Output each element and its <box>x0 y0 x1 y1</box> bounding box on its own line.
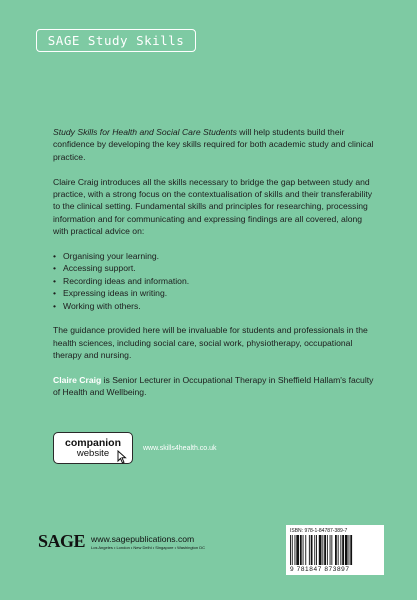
series-label: SAGE Study Skills <box>47 33 185 48</box>
publisher-cities: Los Angeles • London • New Delhi • Singapore • Washington DC <box>91 544 205 550</box>
companion-line2: website <box>76 447 110 459</box>
list-item: • Working with others. <box>53 300 375 312</box>
sage-wordmark: SAGE <box>38 531 86 551</box>
barcode-image <box>290 535 380 566</box>
description-paragraph: Claire Craig introduces all the skills necessary to bridge the gap between study and practice, with a strong focus on the contextualisation of skills and their transferability to the clinical setting. Fundamental skills and principles for researching, processing information and for communicating and expressing findings are all covered, along with practical advice on: <box>53 176 373 237</box>
list-item: • Organising your learning. <box>53 250 375 262</box>
barcode-panel <box>286 525 384 575</box>
series-badge <box>36 29 196 52</box>
barcode-digits: 9 781847 873897 <box>290 566 350 573</box>
skills-list <box>53 250 375 312</box>
isbn-text: ISBN: 978-1-84787-389-7 <box>290 528 348 534</box>
list-item: • Accessing support. <box>53 262 375 274</box>
intro-paragraph: Study Skills for Health and Social Care Students will help students build their confidence by developing the key skills required for both academic study and clinical practice. <box>53 127 374 162</box>
back-cover-blurb <box>53 126 375 411</box>
book-title: Study Skills for Health and Social Care Students <box>53 127 237 137</box>
companion-website-badge[interactable] <box>53 432 133 464</box>
audience-paragraph: The guidance provided here will be invaluable for students and professionals in the health sciences, including social care, social work, physiotherapy, occupational therapy and nursing. <box>53 325 368 361</box>
author-name: Claire Craig <box>53 375 102 386</box>
list-item: • Recording ideas and information. <box>53 275 375 287</box>
author-paragraph: Claire Craig is Senior Lecturer in Occupational Therapy in Sheffield Hallam's faculty of Health and Wellbeing. <box>53 375 374 398</box>
publisher-url[interactable]: www.sagepublications.com <box>91 533 195 544</box>
cursor-arrow-icon <box>117 450 128 464</box>
companion-line1: companion <box>64 436 121 449</box>
companion-website[interactable] <box>53 432 217 464</box>
publisher-logo <box>38 531 205 552</box>
list-item: • Expressing ideas in writing. <box>53 287 375 299</box>
companion-url-link[interactable]: www.skills4health.co.uk <box>143 444 217 452</box>
